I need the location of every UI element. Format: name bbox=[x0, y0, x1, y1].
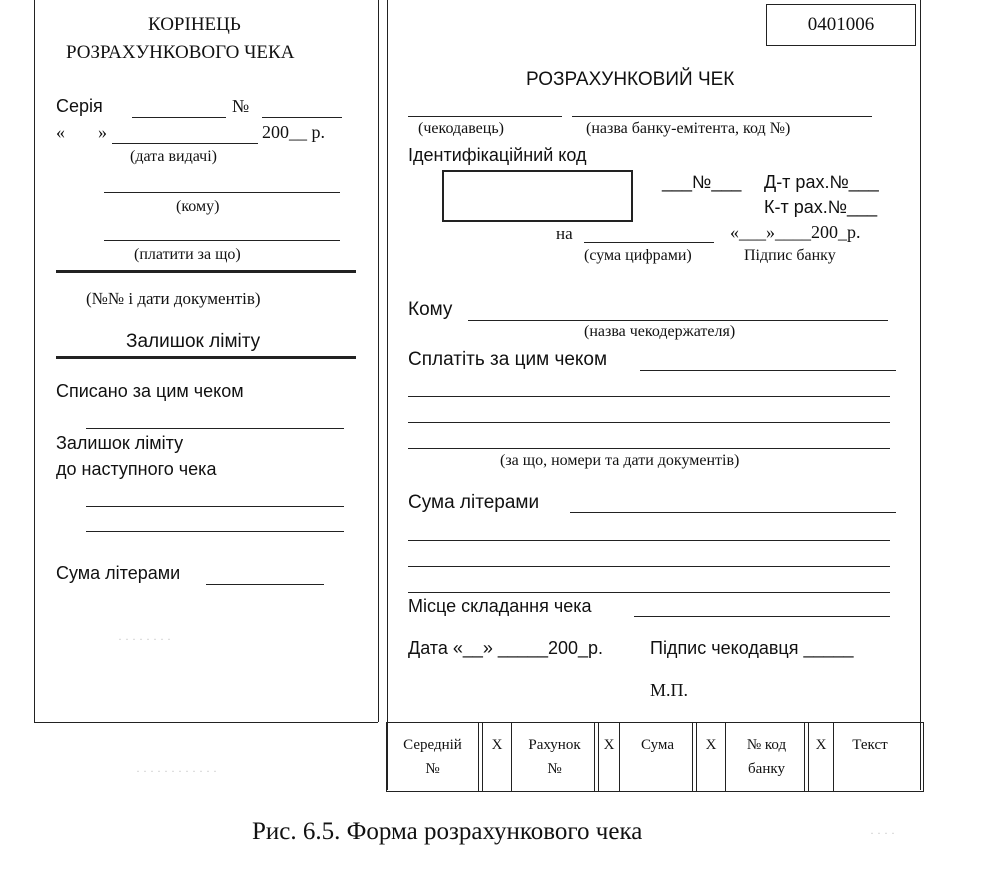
stub-limit-next-line-a bbox=[86, 506, 344, 507]
stub-written-off-line bbox=[86, 428, 344, 429]
strip-cell-text-line1: Текст bbox=[852, 737, 888, 753]
stub-documents-caption: (№№ і дати документів) bbox=[86, 289, 261, 308]
amount-digits-caption: (сума цифрами) bbox=[584, 247, 692, 264]
strip-cell-x1 bbox=[482, 723, 512, 791]
strip-cell-x2-label: X bbox=[603, 737, 615, 753]
strip-cell-x2 bbox=[598, 723, 620, 791]
bank-caption: (назва банку-емітента, код №) bbox=[586, 120, 791, 137]
stub-pay-for-caption: (платити за що) bbox=[134, 246, 241, 263]
strip-cell-serial-line1: Середній bbox=[403, 737, 462, 753]
bank-line bbox=[572, 116, 872, 117]
stamp-placeholder: М.П. bbox=[650, 680, 689, 700]
payee-label: Кому bbox=[408, 299, 453, 320]
stub-faint-mark: · · · · · · · · bbox=[118, 632, 171, 646]
credit-account: К-т рах.№___ bbox=[764, 197, 878, 217]
stub-series-line bbox=[132, 117, 226, 118]
purpose-line-2 bbox=[408, 422, 890, 423]
debit-account: Д-т рах.№___ bbox=[764, 172, 879, 192]
stub-amount-words: Сума літерами bbox=[56, 563, 181, 583]
stub-date-open: « bbox=[56, 122, 65, 142]
check-right-border bbox=[920, 0, 921, 790]
strip-cell-serial bbox=[387, 723, 479, 791]
drawer-signature: Підпис чекодавця _____ bbox=[650, 638, 854, 658]
purpose-caption: (за що, номери та дати документів) bbox=[500, 452, 740, 469]
id-code-box bbox=[442, 170, 633, 222]
faint-mark-bottom-right: · · · · bbox=[870, 826, 895, 840]
stub-to-whom-line bbox=[104, 192, 340, 193]
stub-limit-next-line1: Залишок ліміту bbox=[56, 433, 184, 453]
id-code-label: Ідентифікаційний код bbox=[408, 145, 587, 165]
form-code: 0401006 bbox=[807, 14, 875, 35]
stub-limit-balance: Залишок ліміту bbox=[126, 331, 261, 352]
amount-words-line-1 bbox=[570, 512, 896, 513]
stub-date-line bbox=[112, 143, 258, 144]
strip-cell-account bbox=[515, 723, 595, 791]
stub-limit-next-line2: до наступного чека bbox=[56, 459, 217, 479]
payee-caption: (назва чекодержателя) bbox=[584, 323, 736, 340]
strip-cell-x4-label: X bbox=[815, 737, 827, 753]
stub-to-whom-caption: (кому) bbox=[176, 198, 220, 215]
date-line: Дата «__» _____200_р. bbox=[408, 638, 604, 658]
amount-digits-line bbox=[584, 242, 714, 243]
stub-issue-date-caption: (дата видачі) bbox=[130, 148, 217, 165]
stub-series-label: Серія bbox=[56, 96, 103, 116]
strip-cell-amount bbox=[623, 723, 693, 791]
place-line bbox=[634, 616, 890, 617]
stub-number-line bbox=[262, 117, 342, 118]
strip-cell-serial-line2: № bbox=[425, 761, 440, 777]
stub-divider-1 bbox=[56, 270, 356, 273]
place-label: Місце складання чека bbox=[408, 596, 592, 616]
pay-by-label: Сплатіть за цим чеком bbox=[408, 349, 608, 370]
stub-number-label: № bbox=[232, 96, 250, 116]
stub-divider-2 bbox=[56, 356, 356, 359]
stub-pay-for-line bbox=[104, 240, 340, 241]
faint-mark-bottom-left: · · · · · · · · · · · · bbox=[136, 764, 217, 778]
strip-cell-x4 bbox=[808, 723, 834, 791]
bank-signature-caption: Підпис банку bbox=[744, 247, 836, 264]
check-bottom-border bbox=[34, 722, 378, 723]
stub-left-border bbox=[34, 0, 35, 722]
check-left-border bbox=[387, 0, 388, 790]
strip-cell-x3 bbox=[696, 723, 726, 791]
stub-right-border bbox=[378, 0, 379, 722]
stub-written-off: Списано за цим чеком bbox=[56, 381, 244, 401]
amount-words-line-3 bbox=[408, 566, 890, 567]
strip-cell-account-line1: Рахунок bbox=[528, 737, 581, 753]
codeline-strip bbox=[386, 722, 924, 792]
stub-title-line2: РОЗРАХУНКОВОГО ЧЕКА bbox=[66, 42, 295, 63]
strip-cell-amount-line1: Сума bbox=[641, 737, 674, 753]
amount-words-label: Сума літерами bbox=[408, 492, 540, 513]
strip-cell-bank-code bbox=[729, 723, 805, 791]
stub-date-close: » bbox=[98, 122, 107, 142]
purpose-line-3 bbox=[408, 448, 890, 449]
amount-words-line-2 bbox=[408, 540, 890, 541]
pay-by-line bbox=[640, 370, 896, 371]
strip-cell-text bbox=[837, 723, 903, 791]
strip-cell-account-line2: № bbox=[547, 761, 562, 777]
purpose-line-1 bbox=[408, 396, 890, 397]
check-date: «___»____200_р. bbox=[730, 222, 861, 242]
stub-title-line1: КОРІНЕЦЬ bbox=[148, 14, 241, 35]
stub-amount-words-line bbox=[206, 584, 324, 585]
strip-cell-x1-label: X bbox=[491, 737, 503, 753]
on-label: на bbox=[556, 224, 573, 243]
amount-words-line-4 bbox=[408, 592, 890, 593]
strip-cell-bank-code-line2: банку bbox=[748, 761, 785, 777]
drawer-caption: (чекодавець) bbox=[418, 120, 504, 137]
strip-cell-bank-code-line1: № код bbox=[746, 737, 787, 753]
stub-limit-next-line-b bbox=[86, 531, 344, 532]
check-title: РОЗРАХУНКОВИЙ ЧЕК bbox=[526, 69, 735, 90]
strip-cell-x3-label: X bbox=[705, 737, 717, 753]
stub-year: 200__ р. bbox=[262, 122, 325, 142]
figure-caption: Рис. 6.5. Форма розрахункового чека bbox=[252, 818, 643, 845]
form-code-box bbox=[766, 4, 916, 46]
payee-line bbox=[468, 320, 888, 321]
drawer-line bbox=[408, 116, 562, 117]
check-number: ___№___ bbox=[662, 172, 742, 192]
